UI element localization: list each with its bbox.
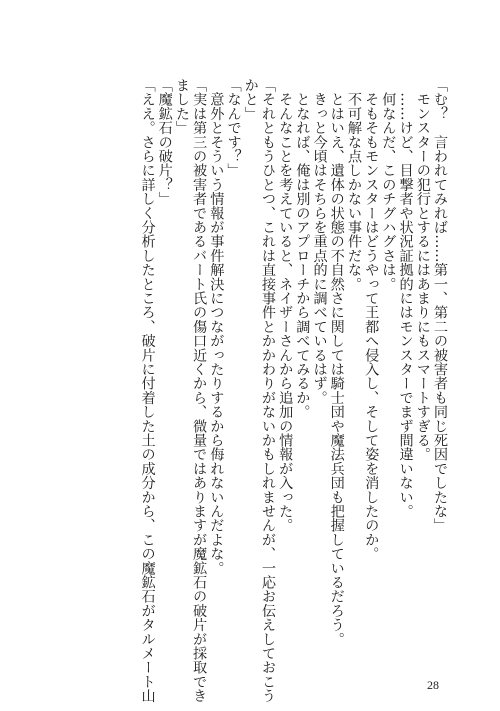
- text-line: 「それともうひとつ、これは直接事件とかかわりがないかもしれませんが、一応お伝えしておこう: [259, 78, 276, 703]
- text-line: となれば、俺は別のアプローチから調べてみるか。: [294, 78, 311, 419]
- text-line: 「む？ 言われてみれば……第一、第二の被害者も同じ死因でしたな」: [432, 78, 448, 533]
- text-line: モンスターの犯行とするにはあまりにもスマートすぎる。: [414, 78, 431, 462]
- text-line: 「ええ。さらに詳しく分析したところ、破片に付着した土の成分から、この魔鉱石がタルメート山: [139, 78, 156, 703]
- text-line: 「なんです？」: [225, 78, 242, 178]
- text-line: 何なんだ、このチグハグさは。: [380, 78, 397, 291]
- text-line: きっと今頃はそちらを重点的に調べているはず。: [311, 78, 328, 405]
- text-line: そんなことを考えていると、ネイザーさんから追加の情報が入った。: [277, 78, 294, 533]
- text-line: かと」: [242, 78, 259, 121]
- text-line: とはいえ、遺体の状態の不自然さに関しては騎士団や魔法兵団も把握しているだろう。: [328, 78, 345, 646]
- text-line: 「実は第三の被害者であるバート氏の傷口近くから、微量ではありますが魔鉱石の破片が採取でき: [191, 78, 208, 703]
- text-line: ました」: [173, 78, 190, 135]
- text-line: ……けど、目撃者や状況証拠的にはモンスターでまず間違いない。: [397, 78, 414, 519]
- text-line: 不可解な点しかない事件だな。: [345, 78, 362, 291]
- text-line: 「魔鉱石の破片？」: [156, 78, 173, 206]
- page-number: 28: [427, 678, 439, 692]
- text-line: そもそもモンスターはどうやって王都へ侵入し、そして姿を消したのか。: [363, 78, 380, 561]
- text-line: 意外とそういう情報が事件解決につながったりするから侮れないんだよな。: [208, 78, 225, 575]
